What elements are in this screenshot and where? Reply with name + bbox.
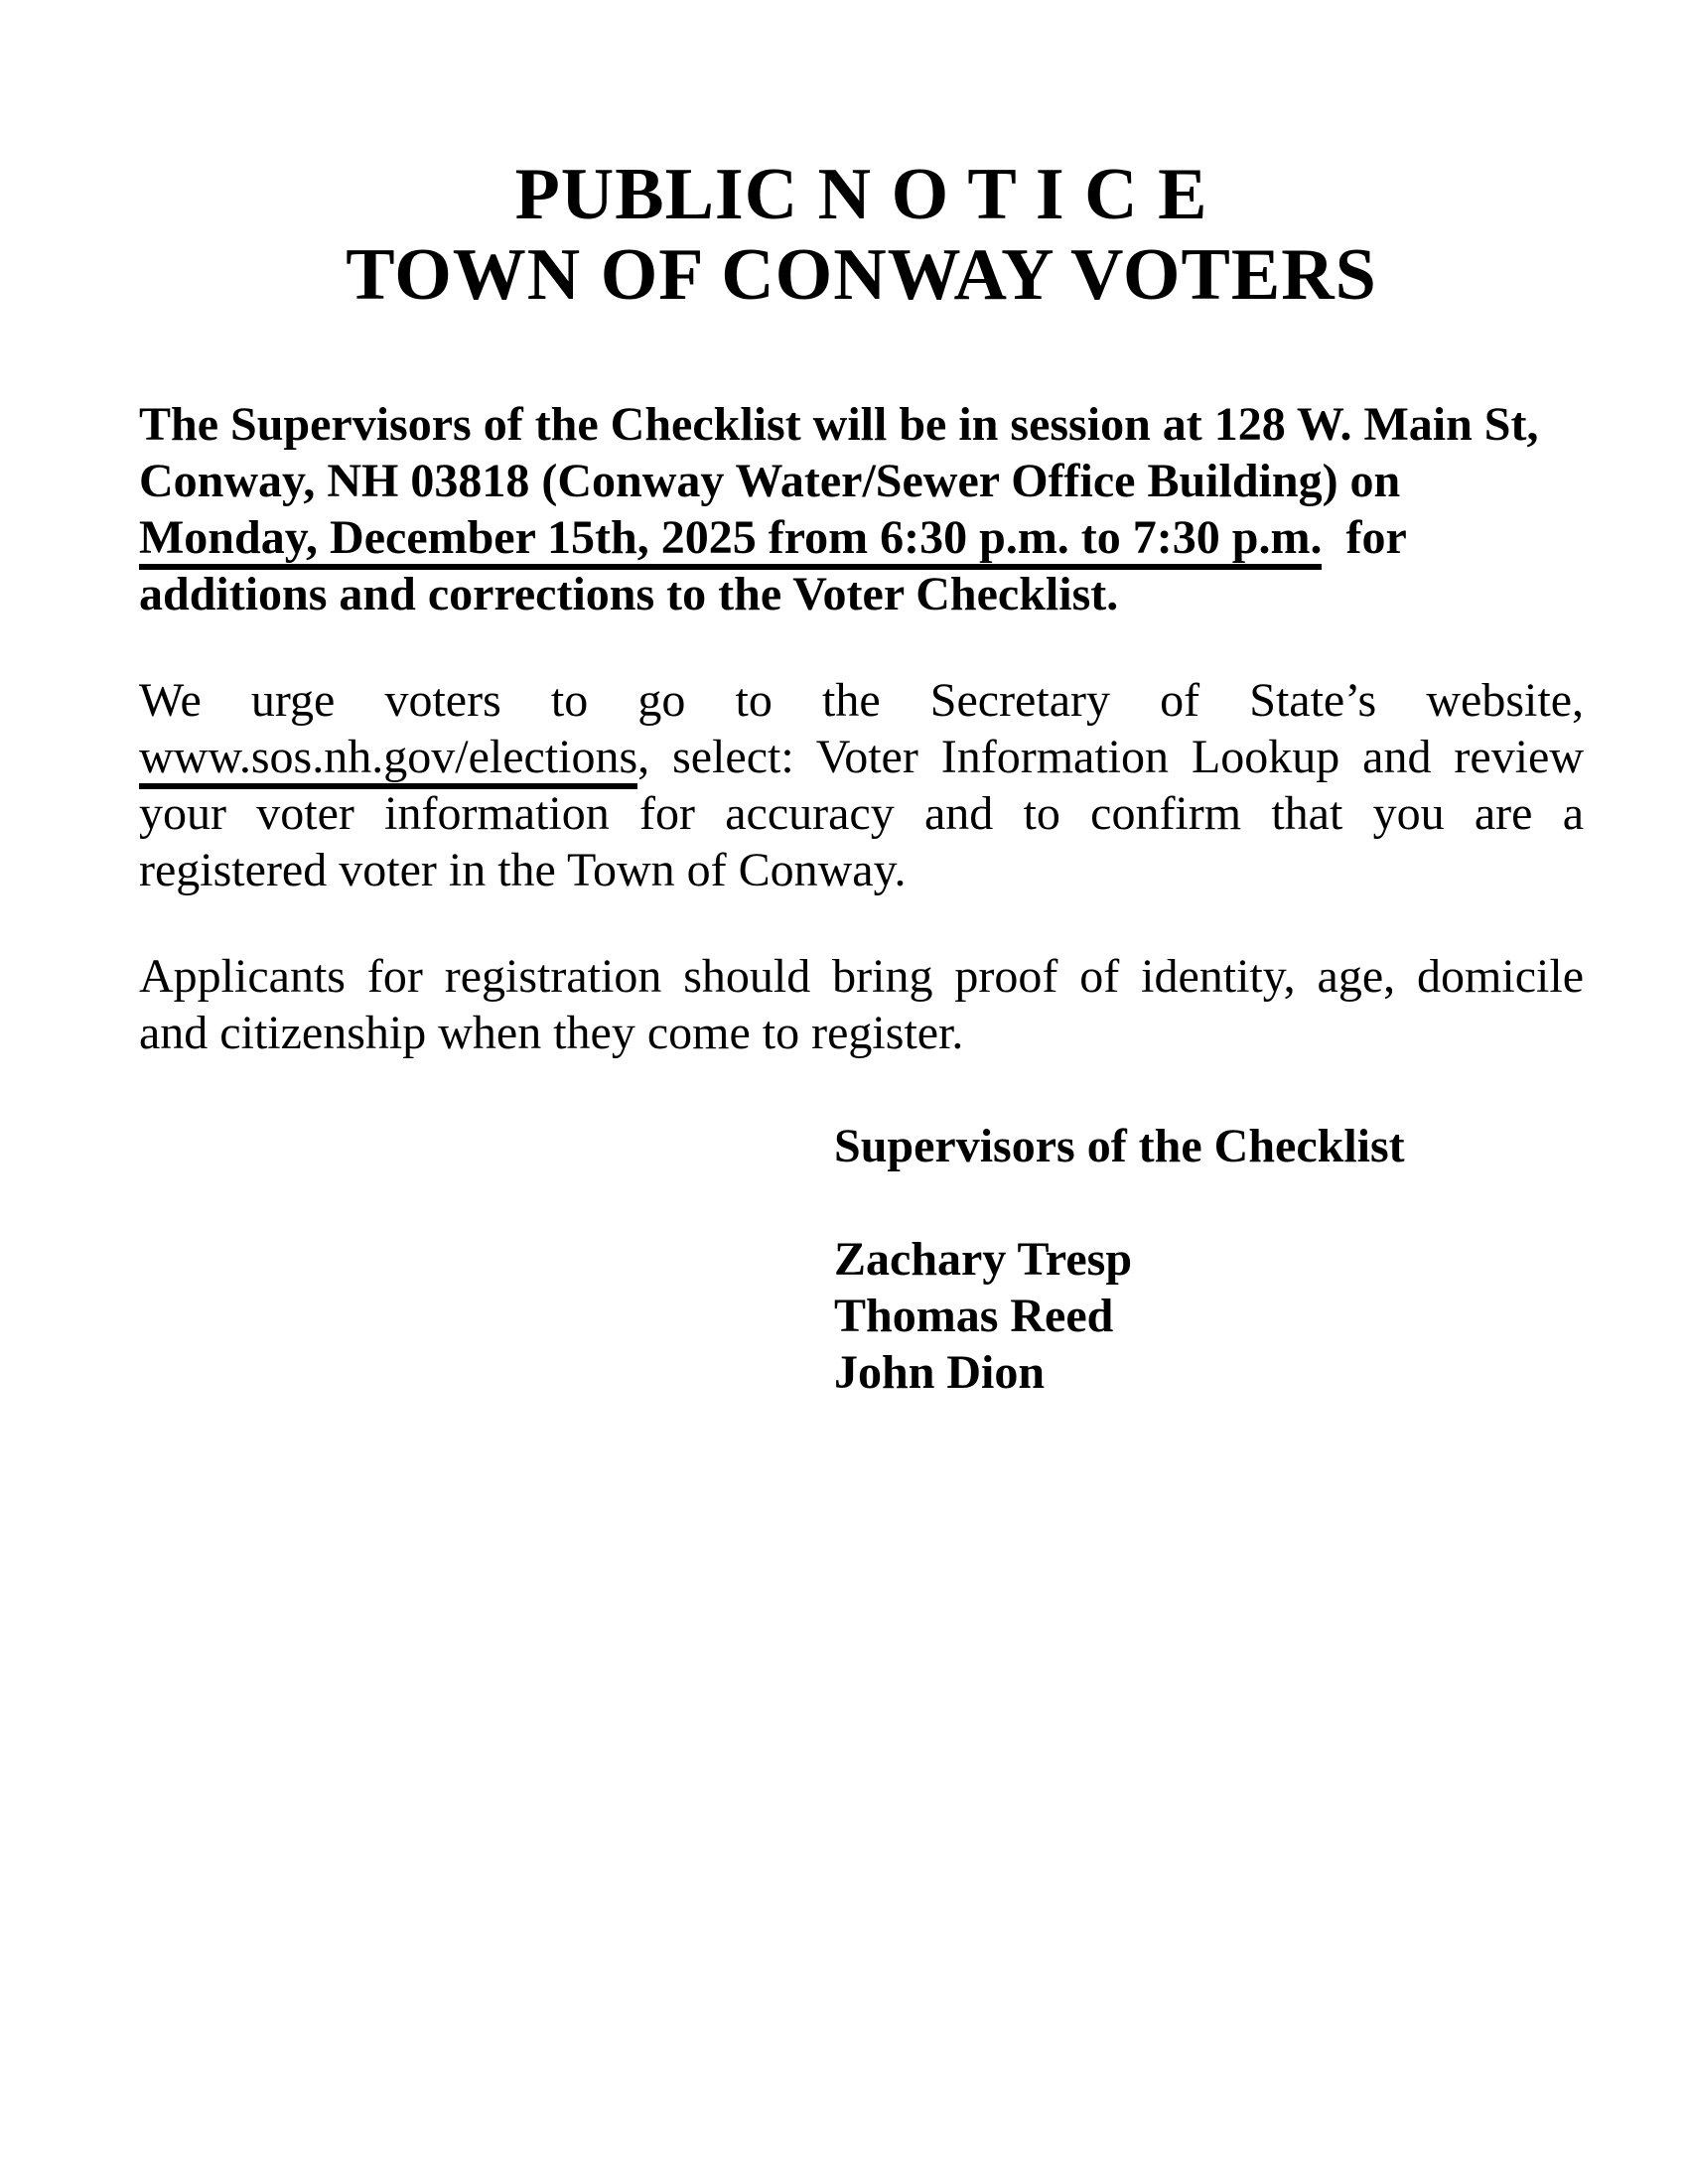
signature-block <box>834 1118 1584 1401</box>
text-line <box>139 453 1584 509</box>
text-line <box>139 1005 1584 1061</box>
registration-requirements-paragraph <box>139 948 1584 1061</box>
signature-title: Supervisors of the Checklist <box>834 1120 1405 1172</box>
text-line <box>139 842 1584 898</box>
session-line-2: Conway, NH 03818 (Conway Water/Sewer Office Building) on <box>139 455 1401 507</box>
session-line-1: The Supervisors of the Checklist will be in session at 128 W. Main St, <box>139 398 1539 451</box>
session-line-3-tail: for <box>1322 511 1407 564</box>
website-line-4: registered voter in the Town of Conway. <box>139 844 907 896</box>
website-line-2-tail: , select: Voter Information Lookup and review <box>637 731 1584 783</box>
text-line <box>139 729 1584 785</box>
website-line-1: We urge voters to go to the Secretary of State’s website, <box>139 674 1584 727</box>
text-line <box>139 672 1584 729</box>
website-line-3: your voter information for accuracy and to confirm that you are a <box>139 787 1584 840</box>
sos-website-url: www.sos.nh.gov/elections <box>139 731 637 789</box>
notice-paragraphs <box>139 396 1584 1061</box>
notice-title-line-2: TOWN OF CONWAY VOTERS <box>346 234 1377 316</box>
session-line-4: additions and corrections to the Voter Checklist. <box>139 568 1119 620</box>
session-datetime: Monday, December 15th, 2025 from 6:30 p.m. to 7:30 p.m. <box>139 511 1322 570</box>
session-notice-paragraph <box>139 396 1584 622</box>
notice-title-block <box>139 155 1584 316</box>
signatory-name: Thomas Reed <box>834 1290 1114 1342</box>
requirements-line-2: and citizenship when they come to register. <box>139 1007 964 1059</box>
text-line <box>139 396 1584 453</box>
signatory-name: Zachary Tresp <box>834 1233 1133 1286</box>
text-line <box>139 509 1584 566</box>
signature-names <box>834 1231 1584 1401</box>
website-info-paragraph <box>139 672 1584 898</box>
text-line <box>139 948 1584 1005</box>
requirements-line-1: Applicants for registration should bring proof of identity, age, domicile <box>139 950 1584 1003</box>
signatory-name: John Dion <box>834 1346 1046 1399</box>
text-line <box>139 566 1584 622</box>
notice-title-line-1: PUBLIC N O T I C E <box>514 154 1208 235</box>
text-line <box>139 785 1584 842</box>
